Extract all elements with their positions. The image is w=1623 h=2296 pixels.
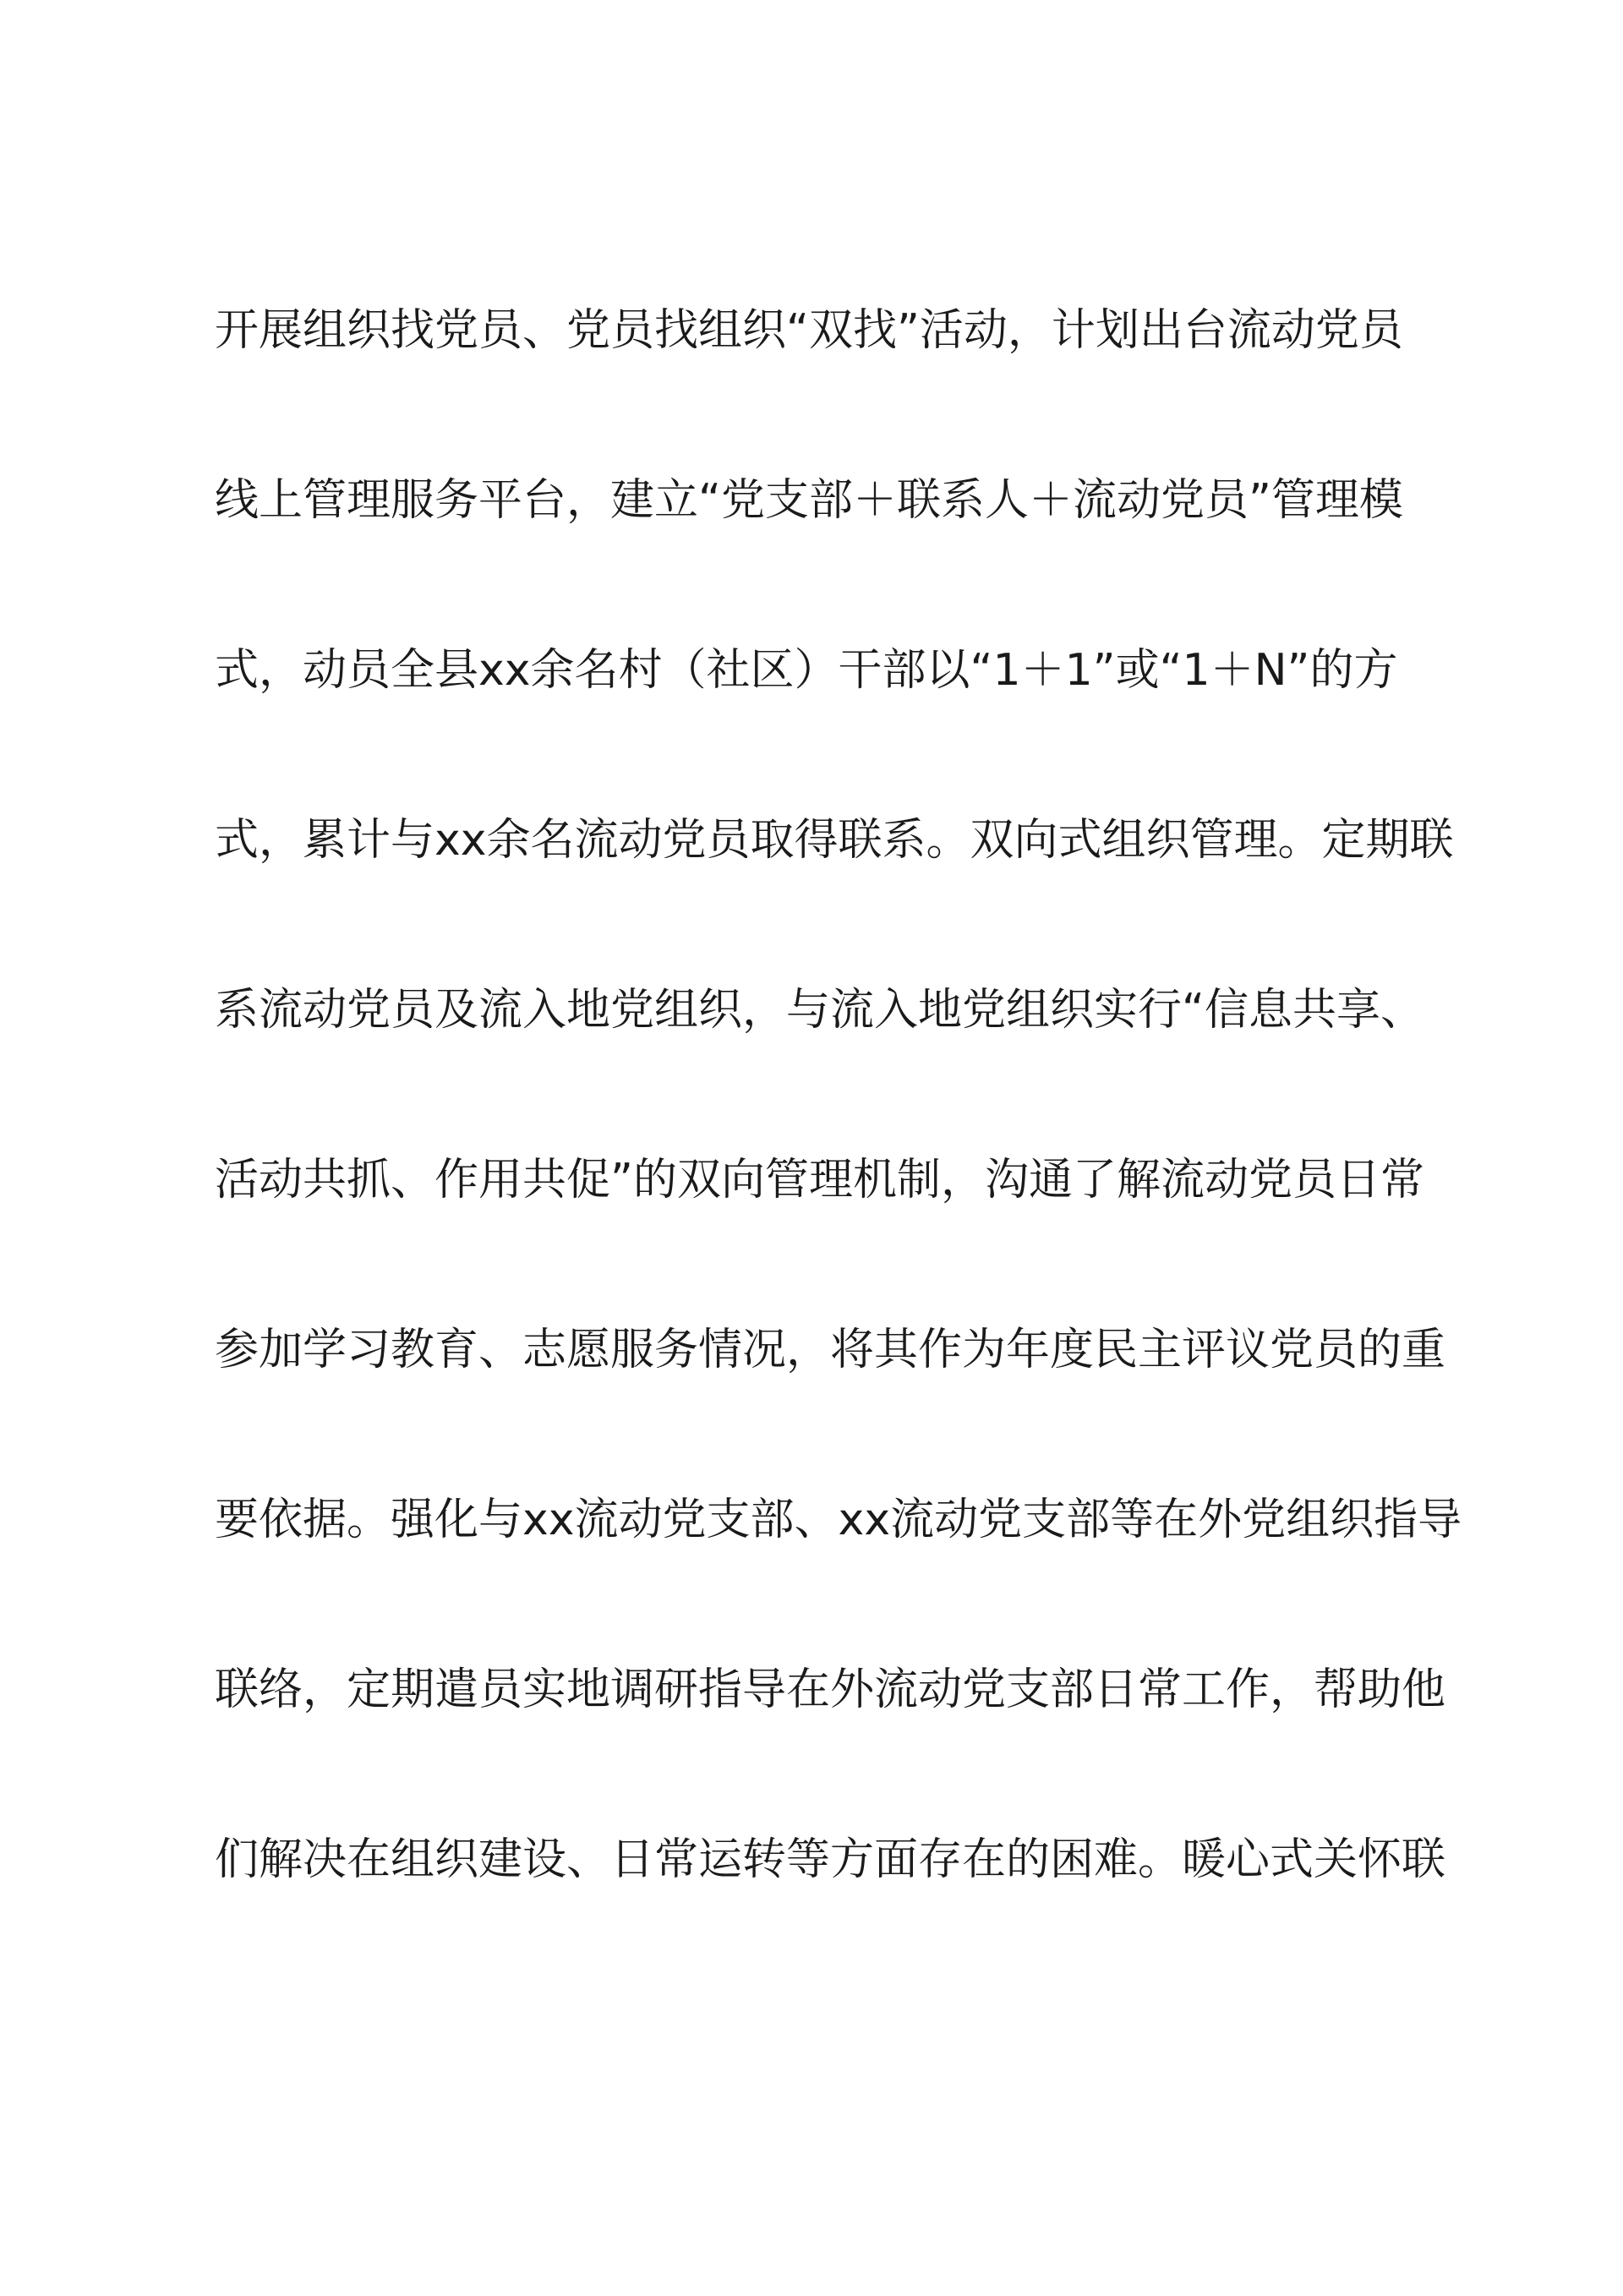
text-line: 式，动员全县xx余名村（社区）干部以“1＋1”或“1＋N”的方 bbox=[215, 645, 1398, 696]
text-line: 们解决在组织建设、日常运转等方面存在的困难。暖心式关怀联 bbox=[215, 1834, 1446, 1885]
text-line: 线上管理服务平台，建立“党支部＋联系人＋流动党员”管理模 bbox=[215, 475, 1403, 526]
text-line: 参加学习教育、志愿服务情况，将其作为年度民主评议党员的重 bbox=[215, 1325, 1446, 1375]
text-line: 系流动党员及流入地党组织，与流入地党组织实行“信息共享、 bbox=[215, 985, 1424, 1036]
text-line: 式，累计与xx余名流动党员取得联系。双向式组织管理。定期联 bbox=[215, 815, 1454, 866]
text-line: 要依据。强化与xx流动党支部、xx流动党支部等在外党组织指导 bbox=[215, 1495, 1462, 1545]
body-paragraph bbox=[215, 300, 1483, 1999]
text-line: 开展组织找党员、党员找组织“双找”活动，计划出台流动党员 bbox=[215, 305, 1403, 356]
text-line: 联络，定期遣员实地调研指导在外流动党支部日常工作，帮助他 bbox=[215, 1665, 1446, 1715]
text-line: 活动共抓、作用共促”的双向管理机制，沟通了解流动党员日常 bbox=[215, 1155, 1424, 1205]
